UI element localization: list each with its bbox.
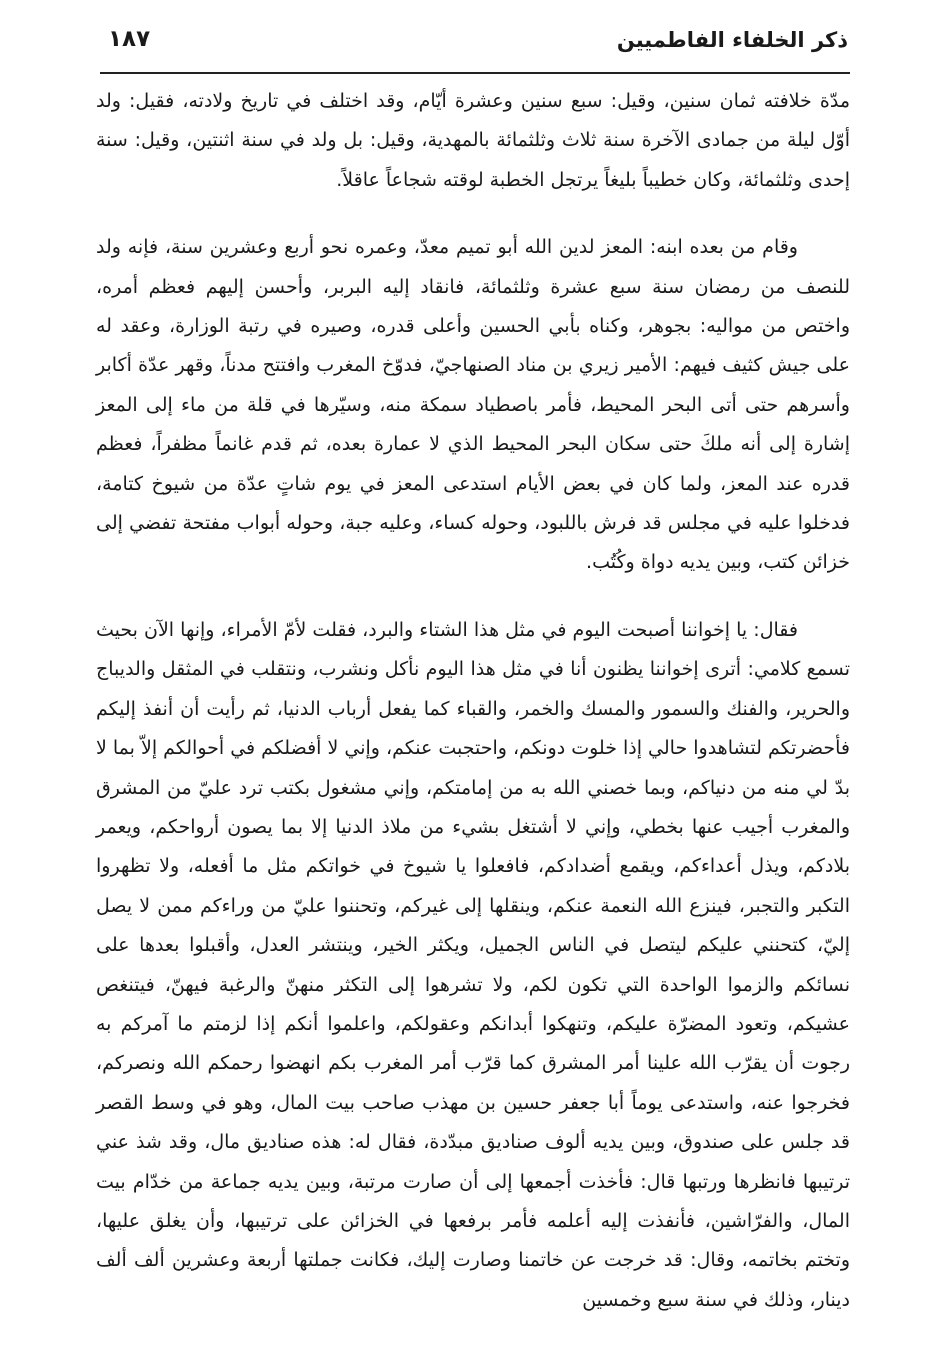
paragraph-gap <box>96 583 850 611</box>
paragraph-1: مدّة خلافته ثمان سنين، وقيل: سبع سنين وعشرة أيّام، وقد اختلف في تاريخ ولادته، فقيل: ولد أوّل ليلة من جمادى الآخرة سنة ثلاث وثلثمائة بالمهدية، وقيل: بل ولد في سنة اثنتين، وقيل: سنة إحدى وثلثمائة، وكان خطيباً بليغاً يرتجل الخطبة لوقته شجاعاً عاقلاً. <box>96 90 850 191</box>
paragraph-3: فقال: يا إخواننا أصبحت اليوم في مثل هذا الشتاء والبرد، فقلت لأمّ الأمراء، وإنها الآن بحيث تسمع كلامي: أترى إخواننا يظنون أنا في مثل هذا اليوم نأكل ونشرب، ونتقلب في المثقل والديباج والحرير، والفنك والسمور والمسك والخمر، والقباء كما يفعل أرباب الدنيا، ثم رأيت أن أنفذ إليكم فأحضرتكم لتشاهدوا حالي إذا خلوت دونكم، واحتجبت عنكم، وإني لا أفضلكم في أحوالكم إلاّ بما لا بدّ لي منه من دنياكم، وبما خصني الله به من إمامتكم، وإني مشغول بكتب ترد عليّ من المشرق والمغرب أجيب عنها بخطي، وإني لا أشتغل بشيء من ملاذ الدنيا إلا بما يصون أرواحكم، ويعمر بلادكم، ويذل أعداءكم، ويقمع أضدادكم، فافعلوا يا شيوخ في خواتكم مثل ما أفعله، ولا تظهروا التكبر والتجبر، فينزع الله النعمة عنكم، وينقلها إلى غيركم، وتحننوا عليّ من وراءكم ممن لا يصل إليّ، كتحنني عليكم ليتصل في الناس الجميل، ويكثر الخير، وينتشر العدل، وأقبلوا بعدها على نسائكم والزموا الواحدة التي تكون لكم، ولا تشرهوا إلى التكثر منهنّ والرغبة فيهنّ، فيتنغص عشيكم، وتعود المضرّة عليكم، وتنهكوا أبدانكم وعقولكم، واعلموا أنكم إذا لزمتم ما آمركم به رجوت أن يقرّب الله علينا أمر المشرق كما قرّب أمر المغرب بكم انهضوا رحمكم الله ونصركم، فخرجوا عنه، واستدعى يوماً أبا جعفر حسين بن مهذب صاحب بيت المال، وهو في وسط القصر قد جلس على صندوق، وبين يديه ألوف صناديق مبدّدة، فقال له: هذه صناديق مال، وقد شذ عني ترتيبها فانظرها ورتبها قال: فأخذت أجمعها إلى أن صارت مرتبة، وبين يديه جماعة من خدّام بيت المال، والفرّاشين، فأنفذت إليه أعلمه فأمر برفعها في الخزائن على ترتيبها، وأن يغلق عليها، وتختم بخاتمه، وقال: قد خرجت عن خاتمنا وصارت إليك، فكانت جملتها أربعة وعشرين ألف ألف دينار، وذلك في سنة سبع وخمسين <box>96 618 850 1311</box>
page-number: ١٨٧ <box>108 26 151 52</box>
header-rule <box>100 72 850 74</box>
paragraph-gap <box>96 200 850 228</box>
running-title: ذكر الخلفاء الفاطميين <box>616 28 848 52</box>
body-text <box>96 82 850 1320</box>
paragraph-2: وقام من بعده ابنه: المعز لدين الله أبو تميم معدّ، وعمره نحو أربع وعشرين سنة، فإنه ولد للنصف من رمضان سنة سبع عشرة وثلثمائة، فانقاد إليه البربر، وأحسن إليهم فعظم أمره، واختص من مواليه: بجوهر، وكناه بأبي الحسين وأعلى قدره، وصيره في رتبة الوزارة، وعقد له على جيش كثيف فيهم: الأمير زيري بن مناد الصنهاجيّ، فدوّخ المغرب وافتتح مدناً، وقهر عدّة أكابر وأسرهم حتى أتى البحر المحيط، فأمر باصطياد سمكة منه، وسيّرها في قلة من ماء إلى المعز إشارة إلى أنه ملكَ حتى سكان البحر المحيط الذي لا عمارة بعده، ثم قدم غانماً مظفراً، فعظم قدره عند المعز، ولما كان في بعض الأيام استدعى المعز في يوم شاتٍ عدّة من شيوخ كتامة، فدخلوا عليه في مجلس قد فرش باللبود، وحوله كساء، وعليه جبة، وحوله أبواب مفتحة تفضي إلى خزائن كتب، وبين يديه دواة وكُتُب. <box>96 236 850 574</box>
